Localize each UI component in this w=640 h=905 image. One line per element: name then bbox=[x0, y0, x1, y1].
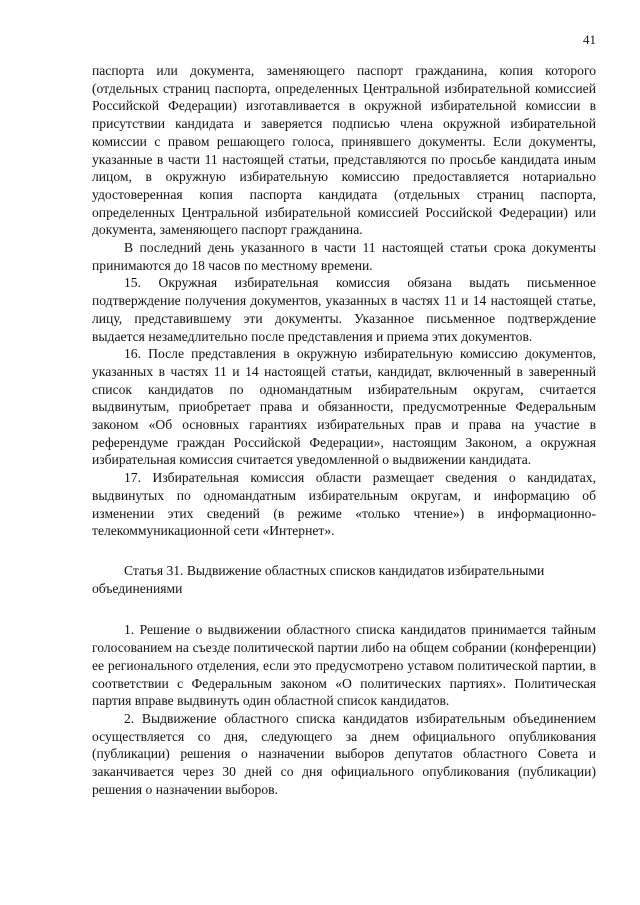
document-body bbox=[92, 62, 596, 798]
paragraph-article-item-2: 2. Выдвижение областного списка кандидатов избирательным объединением осуществляется со дня, следующего за днем официального опубликования (публикации) решения о назначении выборов депутатов областного Совета и заканчивается через 30 дней со дня официального опубликования (публикации) решения о назначении выборов. bbox=[92, 710, 596, 797]
article-heading: Статья 31. Выдвижение областных списков кандидатов избирательными объединениями bbox=[92, 562, 545, 596]
paragraph-item-16: 16. После представления в окружную избирательную комиссию документов, указанных в частях 11 и 14 настоящей статьи, кандидат, включенный в заверенный список кандидатов по одномандатным избирательным округам, считается выдвинутым, приобретает права и обязанности, предусмотренные Федеральным законом «Об основных гарантиях избирательных прав и права на участие в референдуме граждан Российской Федерации», настоящим Законом, а окружная избирательная комиссия считается уведомленной о выдвижении кандидата. bbox=[92, 346, 596, 468]
paragraph-article-item-1: 1. Решение о выдвижении областного списка кандидатов принимается тайным голосованием на съезде политической партии либо на общем собрании (конференции) ее регионального отделения, если это предусмотрено уставом политической партии, в соответствии с Федеральным законом «О политических партиях». Политическая партия вправе выдвинуть один областной список кандидатов. bbox=[92, 622, 596, 709]
paragraph-continuation: паспорта или документа, заменяющего паспорт гражданина, копия которого (отдельных страниц паспорта, определенных Центральной избирательной комиссией Российской Федерации) изготавливается в окружной избирательной комиссии в присутствии кандидата и заверяется подписью члена окружной избирательной комиссии с правом решающего голоса, принявшего документы. Если документы, указанные в части 11 настоящей статьи, представляются по просьбе кандидата иным лицом, в окружную избирательную комиссию предоставляется нотариально удостоверенная копия паспорта кандидата (отдельных страниц паспорта, определенных Центральной избирательной комиссией Российской Федерации) или документа, заменяющего паспорт гражданина. bbox=[92, 63, 596, 238]
page-number: 41 bbox=[583, 32, 596, 47]
paragraph-item-17: 17. Избирательная комиссия области размещает сведения о кандидатах, выдвинутых по одномандатным избирательным округам, и информацию об изменении этих сведений (в режиме «только чтение») в информационно-телекоммуникационной сети «Интернет». bbox=[92, 470, 596, 539]
paragraph-deadline: В последний день указанного в части 11 настоящей статьи срока документы принимаются до 18 часов по местному времени. bbox=[92, 240, 596, 273]
paragraph-item-15: 15. Окружная избирательная комиссия обязана выдать письменное подтверждение получения документов, указанных в частях 11 и 14 настоящей статье, лицу, представившему эти документы. Указанное письменное подтверждение выдается незамедлительно после представления и приема этих документов. bbox=[92, 275, 596, 344]
